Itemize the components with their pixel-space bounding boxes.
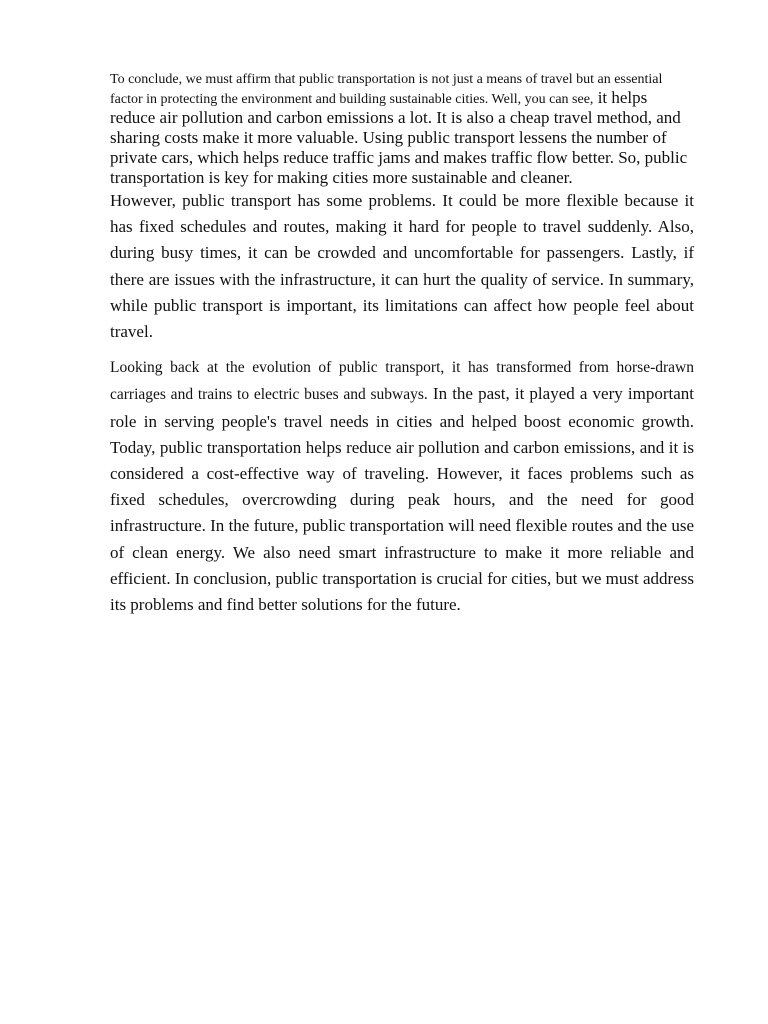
paragraph-problems-body: However, public transport has some problems. It could be more flexible because it has fixed schedules and routes, making it hard for people to travel suddenly. Also, during busy times, it can be crowded and uncomfortable for passengers. Lastly, if there are issues with the infrastructure, it can hurt the quality of service. In summary, while public transport is important, its limitations can affect how people feel about travel. — [110, 191, 694, 342]
document-page — [110, 68, 694, 618]
paragraph-evolution-lead: Looking back at the evolution of public transport, it has transformed from horse-drawn carriages and trains to electric buses and subways. — [110, 359, 694, 404]
paragraph-conclusion-lead: To conclude, we must affirm that public transportation is not just a means of travel but an essential factor in protecting the environment and building sustainable cities. Well, you can see, — [110, 72, 663, 107]
paragraph-conclusion-body: it helps reduce air pollution and carbon emissions a lot. It is also a cheap travel method, and sharing costs make it more valuable. Using public transport lessens the number of private cars, which helps reduce traffic jams and makes traffic flow better. So, public transportation is key for making cities more sustainable and cleaner. — [110, 88, 688, 187]
paragraph-evolution — [110, 354, 694, 618]
paragraph-problems — [110, 188, 694, 345]
paragraph-conclusion — [110, 68, 694, 188]
paragraph-evolution-body: In the past, it played a very important role in serving people's travel needs in cities and helped boost economic growth. Today, public transportation helps reduce air pollution and carbon emissions, and it is considered a cost-effective way of traveling. However, it faces problems such as fixed schedules, overcrowding during peak hours, and the need for good infrastructure. In the future, public transportation will need flexible routes and the use of clean energy. We also need smart infrastructure to make it more reliable and efficient. In conclusion, public transportation is crucial for cities, but we must address its problems and find better solutions for the future. — [110, 384, 694, 615]
